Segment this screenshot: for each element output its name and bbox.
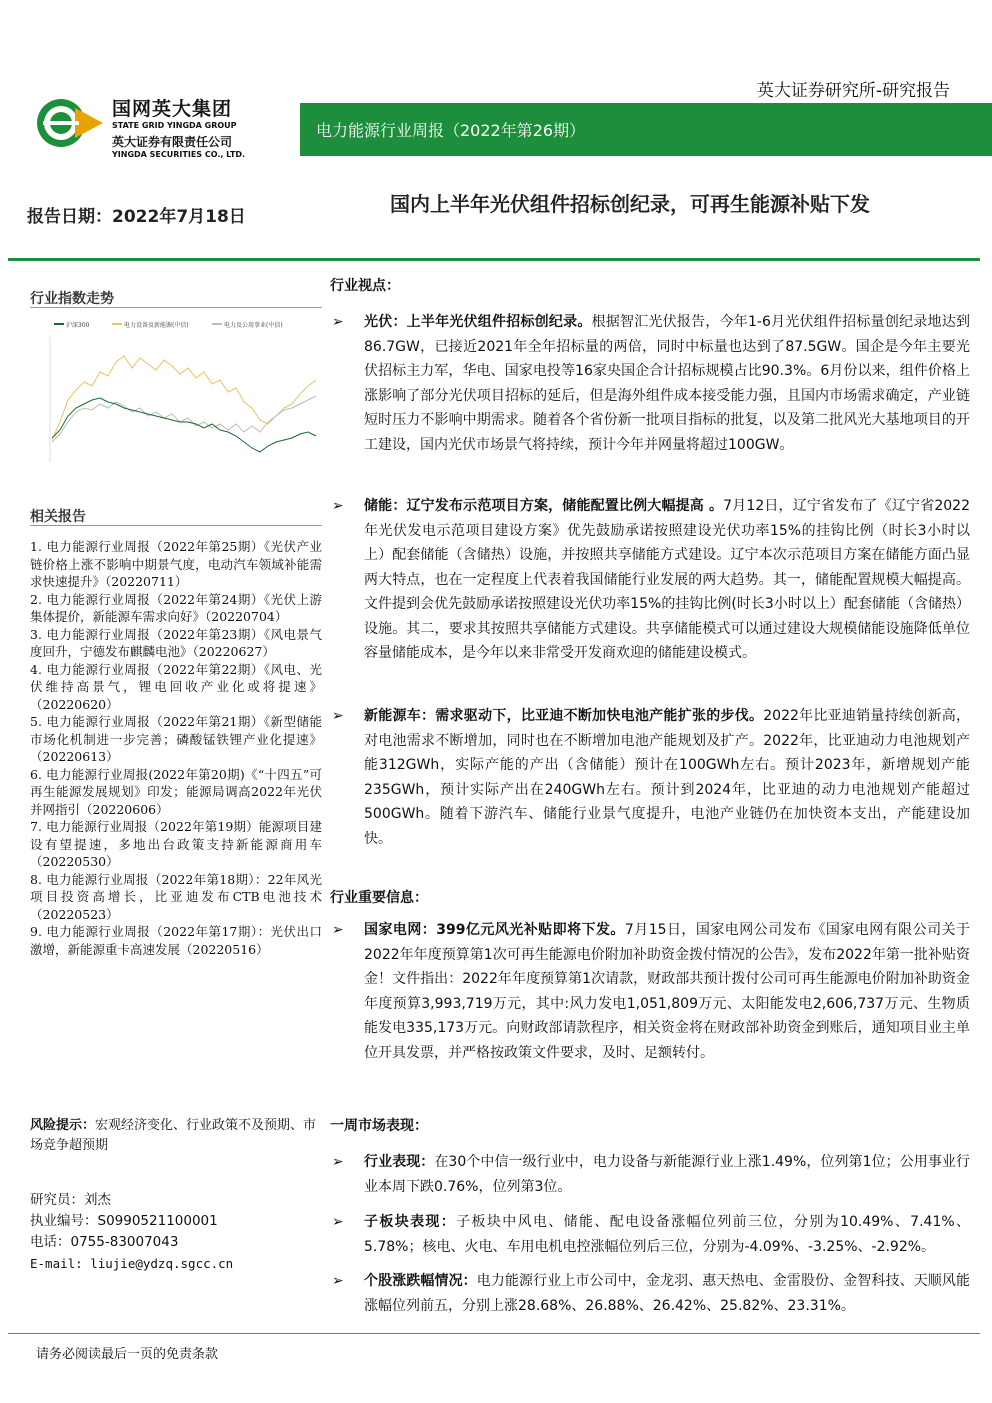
risk-warning [30, 1116, 322, 1156]
index-trend-rule [30, 307, 322, 308]
bullet-arrow-icon: ➢ [332, 708, 344, 724]
view-text: 2022年比亚迪销量持续创新高，对电池需求不断增加，同时也在不断增加电池产能规划及扩产。2022年，比亚迪动力电池规划产能312GWh，实际产能的产出（含储能）预计在100GWh左右。预计2023年，新增规划产能235GWh，预计实际产出在240GWh左右。预计到2024年，比亚迪的动力电池规划产能超过500GWh。随着下游汽车、储能行业景气度提升，电池产业链仍在加快资本支出，产能建设加快。 [364, 708, 970, 847]
report-series-banner [300, 103, 992, 156]
related-report-item: 9. 电力能源行业周报（2022年第17期）：光伏出口激增，新能源重卡高速发展（20220516） [30, 924, 322, 957]
view-storage [330, 494, 970, 666]
disclaimer-notice: 请务必阅读最后一页的免责条款 [36, 1347, 219, 1362]
view-solar [330, 310, 970, 457]
related-reports-rule [30, 525, 322, 526]
report-series-title: 电力能源行业周报（2022年第26期） [316, 121, 586, 140]
info-heading: 国家电网：399亿元风光补贴即将下发。 [364, 922, 625, 938]
analyst-info [30, 1190, 233, 1274]
related-report-item: 4. 电力能源行业周报（2022年第22期）《风电、光伏维持高景气，锂电回收产业化或将提速》（20220620） [30, 661, 322, 712]
logo-securities-en: YINGDA SECURITIES CO., LTD. [112, 150, 246, 159]
related-report-item: 6. 电力能源行业周报(2022年第20期)《“十四五”可再生能源发展规划》印发；能源局调高2022年光伏并网指引（20220606） [30, 766, 322, 817]
legend-power-equipment: 电力设备及新能源(中信) [124, 322, 189, 329]
logo-company-en: STATE GRID YINGDA GROUP [112, 121, 237, 130]
view-heading: 光伏：上半年光伏组件招标创纪录。 [364, 314, 592, 330]
index-trend-chart [30, 312, 320, 462]
market-heading: 行业表现： [364, 1154, 435, 1170]
view-text: 根据智汇光伏报告，今年1-6月光伏组件招标量创纪录地达到86.7GW，已接近2021年全年招标量的两倍，同时中标量也达到了87.5GW。国企是今年主要光伏招标主力军，华电、国家电投等16家央国企合计招标规模占比90.3%。6月份以来，组件价格上涨影响了部分光伏项目招标的延后，但是海外组件成本接受能力强，且国内市场需求确定，产业链短时压力不影响中期需求。随着各个省份新一批项目指标的批复，以及第二批风光大基地项目的开工建设，国内光伏市场景气将持续，预计今年并网量将超过100GW。 [364, 314, 970, 453]
market-heading: 子板块表现： [364, 1214, 457, 1230]
info-state-grid [330, 918, 970, 1065]
index-trend-title: 行业指数走势 [30, 291, 114, 307]
market-section [330, 1114, 970, 1139]
risk-text: 宏观经济变化、行业政策不及预期、市场竞争超预期 [30, 1118, 317, 1153]
related-report-item: 2. 电力能源行业周报（2022年第24期）《光伏上游集体提价，新能源车需求向好》（20220704） [30, 591, 322, 624]
analyst-license: 执业编号：S0990521100001 [30, 1213, 218, 1229]
industry-info-section [330, 886, 970, 911]
view-heading: 新能源车：需求驱动下，比亚迪不断加快电池产能扩张的步伐。 [364, 708, 764, 724]
series-hs300 [52, 398, 316, 452]
analyst-email[interactable]: E-mail: liujie@ydzq.sgcc.cn [30, 1256, 234, 1271]
industry-info-title: 行业重要信息： [330, 890, 428, 906]
report-date: 报告日期：2022年7月18日 [27, 207, 246, 227]
market-text: 电力能源行业上市公司中，金龙羽、惠天热电、金雷股份、金智科技、天顺风能涨幅位列前五，分别上涨28.68%、26.88%、26.42%、25.82%、23.31%。 [364, 1273, 971, 1314]
institute-label: 英大证券研究所-研究报告 [756, 81, 950, 101]
logo-company-cn: 国网英大集团 [112, 98, 233, 120]
bullet-arrow-icon: ➢ [332, 1273, 344, 1289]
bullet-arrow-icon: ➢ [332, 1154, 344, 1170]
info-text: 7月15日，国家电网公司发布《国家电网有限公司关于2022年年度预算第1次可再生能源电价附加补助资金拨付情况的公告》，发布2022年第一批补贴资金！文件指出：2022年年度预算第1次请款，财政部共预计拨付公司可再生能源电价附加补助资金年度预算3,993,719万元，其中:风力发电1,051,809万元、太阳能发电2,606,737万元、生物质能发电335,173万元。向财政部请款程序，相关资金将在财政部补助资金到账后，通知项目业主单位开具发票，并严格按政策文件要求，及时、足额转付。 [364, 922, 970, 1061]
bullet-arrow-icon: ➢ [332, 498, 344, 514]
related-report-item: 1. 电力能源行业周报（2022年第25期）《光伏产业链价格上涨不影响中期景气度，电动汽车领域补能需求快速提升》（20220711） [30, 539, 322, 589]
report-title: 国内上半年光伏组件招标创纪录，可再生能源补贴下发 [390, 192, 870, 216]
risk-label: 风险提示： [30, 1118, 96, 1133]
series-power-equipment [52, 356, 316, 440]
view-heading: 储能：辽宁发布示范项目方案，储能配置比例大幅提高 。 [364, 498, 724, 514]
industry-views-section [330, 274, 970, 299]
market-subsector [330, 1210, 970, 1259]
view-text: 7月12日，辽宁省发布了《辽宁省2022年光伏发电示范项目建设方案》优先鼓励承诺按照建设光伏功率15%的挂钩比例（时长3小时以上）配套储能（含储热）设施，并按照共享储能方式建设。辽宁本次示范项目方案在储能方面凸显两大特点，也在一定程度上代表着我国储能行业发展的两大趋势。其一，储能配置规模大幅提高。文件提到会优先鼓励承诺按照建设光伏功率15%的挂钩比例(时长3小时以上）配套储能（含储热）设施。其二，要求其按照共享储能方式建设。共享储能模式可以通过建设大规模储能设施降低单位容量储能成本，是今年以来非常受开发商欢迎的储能建设模式。 [364, 498, 970, 661]
market-stocks [330, 1269, 970, 1318]
bullet-arrow-icon: ➢ [332, 314, 344, 330]
logo-securities-cn: 英大证券有限责任公司 [112, 135, 233, 149]
market-industry [330, 1150, 970, 1199]
series-utilities [52, 396, 316, 442]
related-report-item: 7. 电力能源行业周报（2022年第19期）能源项目建设有望提速，多地出台政策支持新能源商用车（20220530） [30, 819, 322, 869]
footer-divider [8, 1333, 980, 1334]
related-report-item: 8. 电力能源行业周报（2022年第18期）：22年风光项目投资高增长，比亚迪发布CTB电池技术（20220523） [30, 871, 322, 922]
related-reports-title: 相关报告 [30, 509, 86, 525]
header-divider [8, 258, 980, 261]
analyst-phone: 电话：0755-83007043 [30, 1234, 179, 1250]
related-reports-list [30, 538, 322, 958]
related-report-item: 5. 电力能源行业周报（2022年第21期）《新型储能市场化机制进一步完善；磷酸锰铁锂产业化提速》（20220613） [30, 714, 322, 764]
bullet-arrow-icon: ➢ [332, 922, 344, 938]
market-text: 在30个中信一级行业中，电力设备与新能源行业上涨1.49%，位列第1位；公用事业行业本周下跌0.76%，位列第3位。 [364, 1154, 971, 1195]
market-heading: 个股涨跌幅情况： [364, 1273, 477, 1289]
market-title: 一周市场表现： [330, 1118, 428, 1134]
industry-views-title: 行业视点： [330, 278, 400, 294]
legend-hs300: 沪深300 [66, 322, 90, 329]
legend-utilities: 电力及公用事业(中信) [224, 322, 283, 329]
market-text: 子板块中风电、储能、配电设备涨幅位列前三位，分别为10.49%、7.41%、5.78%；核电、火电、车用电机电控涨幅位列后三位，分别为-4.09%、-3.25%、-2.92%。 [364, 1214, 971, 1255]
state-grid-logo [35, 90, 105, 156]
analyst-name: 研究员：刘杰 [30, 1192, 111, 1208]
view-nev [330, 704, 970, 851]
bullet-arrow-icon: ➢ [332, 1214, 344, 1230]
related-report-item: 3. 电力能源行业周报（2022年第23期）《风电景气度回升，宁德发布麒麟电池》（20220627） [30, 626, 322, 659]
